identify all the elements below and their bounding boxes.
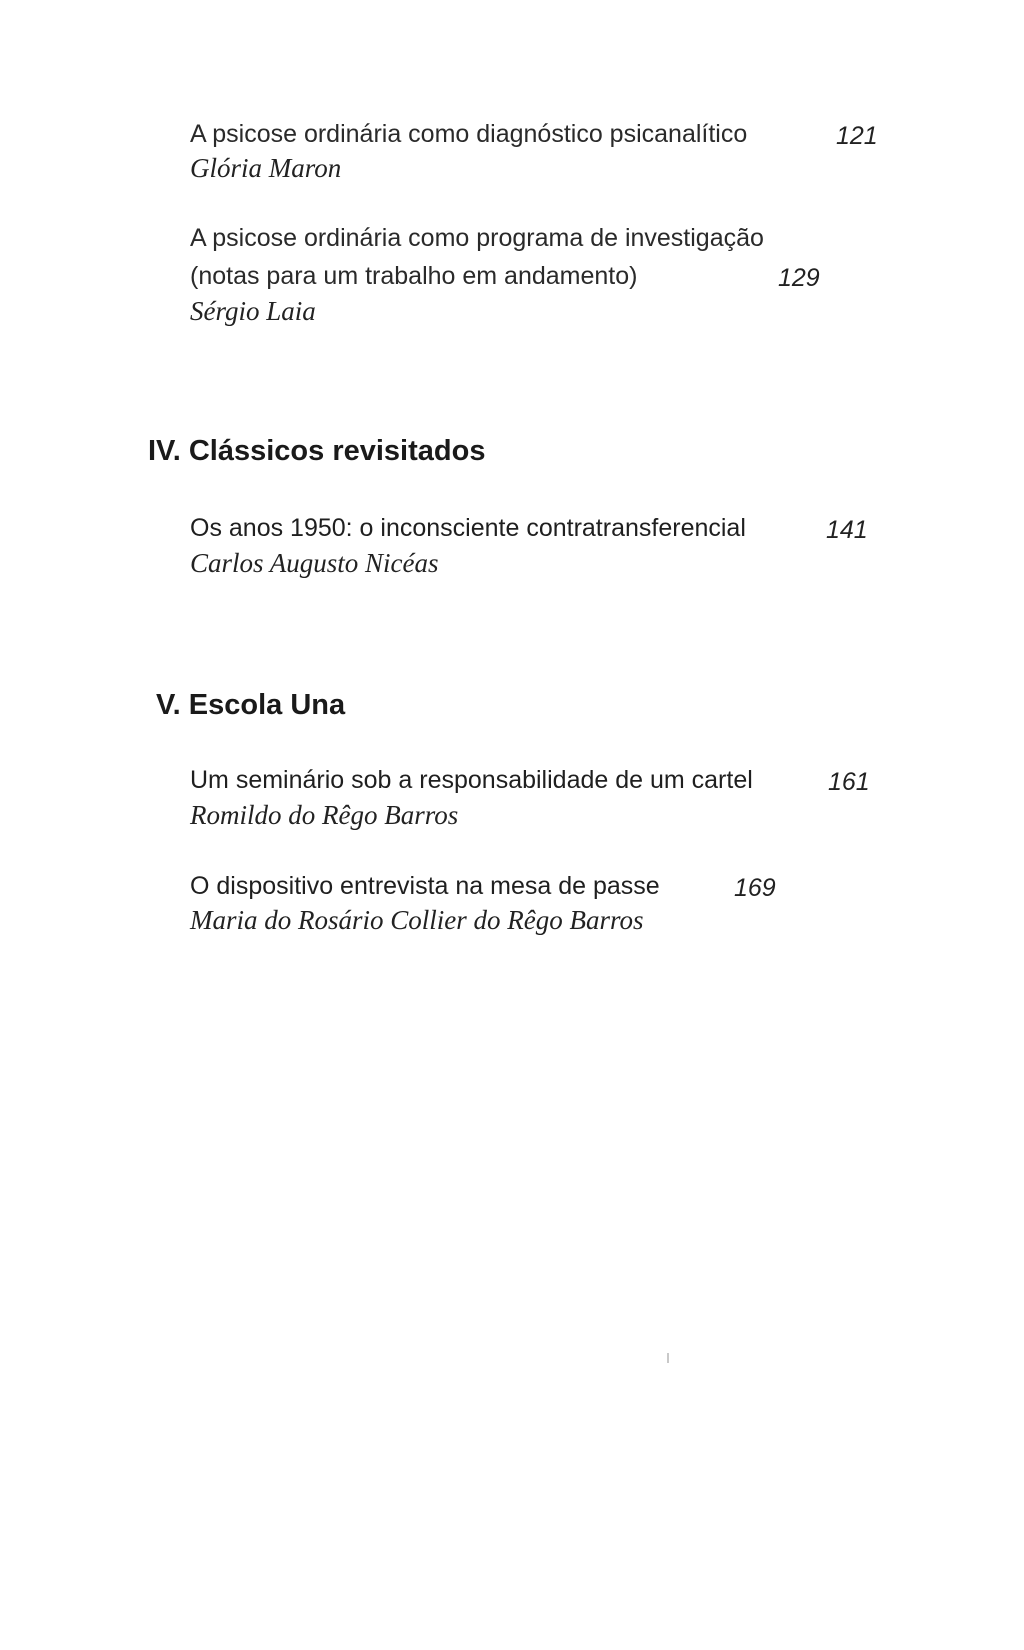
entry-page-number: 129: [778, 264, 820, 292]
entry-title-continued: (notas para um trabalho em andamento): [190, 262, 638, 290]
entry-page-number: 169: [734, 874, 776, 902]
section-heading: V. Escola Una: [156, 689, 346, 721]
entry-author: Carlos Augusto Nicéas: [190, 548, 439, 578]
entry-author: Maria do Rosário Collier do Rêgo Barros: [190, 905, 644, 935]
section-heading: IV. Clássicos revisitados: [148, 435, 486, 467]
entry-author: Romildo do Rêgo Barros: [190, 800, 459, 830]
scan-speck: [667, 1353, 669, 1363]
entry-author: Sérgio Laia: [190, 296, 316, 326]
entry-page-number: 141: [826, 516, 868, 544]
entry-title: Um seminário sob a responsabilidade de um cartel: [190, 766, 753, 794]
entry-title: A psicose ordinária como diagnóstico psicanalítico: [190, 120, 748, 148]
entry-page-number: 161: [828, 768, 870, 796]
entry-title: Os anos 1950: o inconsciente contratransferencial: [190, 514, 746, 542]
entry-title: A psicose ordinária como programa de investigação: [190, 224, 764, 252]
entry-author: Glória Maron: [190, 153, 342, 183]
entry-title: O dispositivo entrevista na mesa de passe: [190, 872, 660, 900]
entry-page-number: 121: [836, 122, 878, 150]
